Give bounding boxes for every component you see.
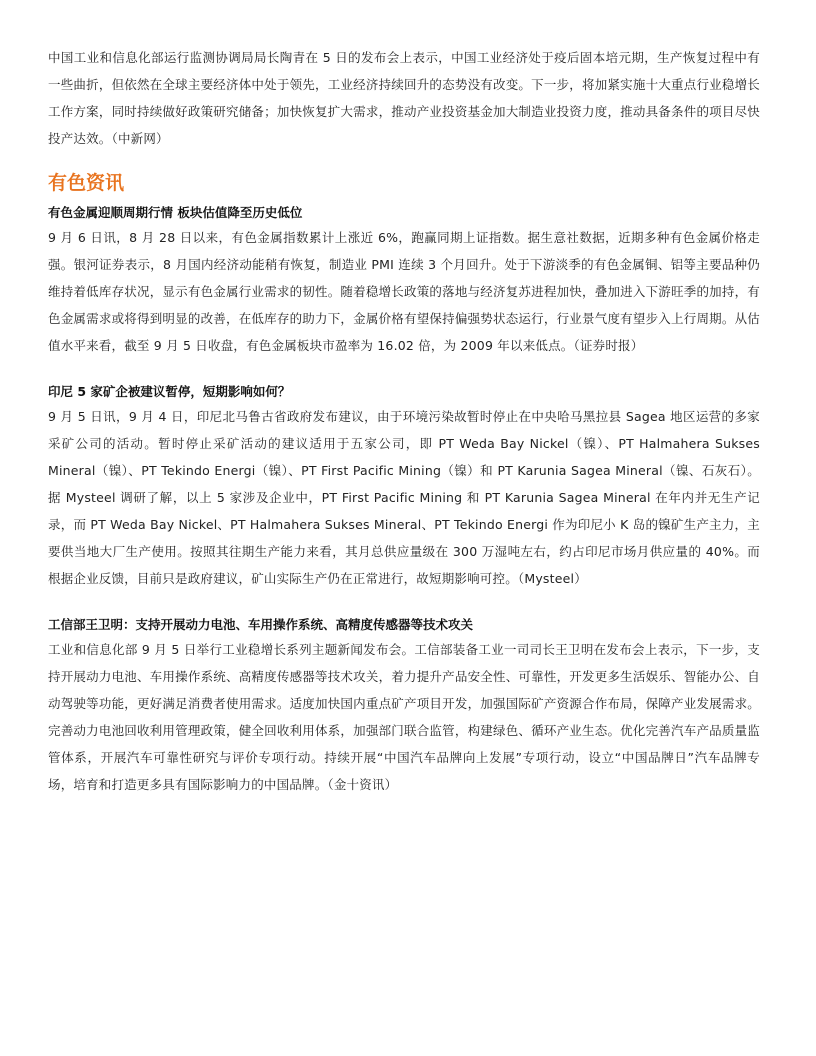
article-title: 工信部王卫明：支持开展动力电池、车用操作系统、高精度传感器等技术攻关 bbox=[48, 617, 474, 632]
section-title: 有色资讯 bbox=[48, 172, 125, 194]
intro-paragraph: 中国工业和信息化部运行监测协调局局长陶青在 5 日的发布会上表示，中国工业经济处于疫后固本培元期，生产恢复过程中有一些曲折，但依然在全球主要经济体中处于领先，工业经济持续回升的态势没有改变。下一步，将加紧实施十大重点行业稳增长工作方案，同时持续做好政策研究储备；加快恢复扩大需求，推动产业投资基金加大制造业投资力度，推动具备条件的项目尽快投产达效。（中新网） bbox=[48, 50, 760, 146]
article-body: 9 月 6 日讯，8 月 28 日以来，有色金属指数累计上涨近 6%，跑赢同期上证指数。据生意社数据，近期多种有色金属价格走强。银河证券表示，8 月国内经济动能稍有恢复，制造业 PMI 连续 3 个月回升。处于下游淡季的有色金属铜、铝等主要品种仍维持着低库存状况，显示有色金属行业需求的韧性。随着稳增长政策的落地与经济复苏进程加快，叠加进入下游旺季的加持，有色金属需求或将得到明显的改善，在低库存的助力下，金属价格有望保持偏强势状态运行，行业景气度有望步入上行周期。从估值水平来看，截至 9 月 5 日收盘，有色金属板块市盈率为 16.02 倍，为 2009 年以来低点。（证券时报） bbox=[48, 230, 760, 353]
article-body: 9 月 5 日讯，9 月 4 日，印尼北马鲁古省政府发布建议，由于环境污染故暂时停止在中央哈马黑拉县 Sagea 地区运营的多家采矿公司的活动。暂时停止采矿活动的建议适用于五家公司，即 PT Weda Bay Nickel（镍）、PT Halmahera Sukses Mineral（镍）、PT Tekindo Energi（镍）、PT First Pacific Mining（镍）和 PT Karunia Sagea Mineral（镍、石灰石）。据 Mysteel 调研了解，以上 5 家涉及企业中，PT First Pacific Mining 和 PT Karunia Sagea Mineral 在年内并无生产记录，而 PT Weda Bay Nickel、PT Halmahera Sukses Mineral、PT Tekindo Energi 作为印尼小 K 岛的镍矿生产主力，主要供当地大厂生产使用。按照其往期生产能力来看，其月总供应量级在 300 万湿吨左右，约占印尼市场月供应量的 40%。而根据企业反馈，目前只是政府建议，矿山实际生产仍在正常进行，故短期影响可控。（Mysteel） bbox=[48, 409, 760, 586]
article bbox=[48, 381, 760, 592]
document-page bbox=[48, 44, 760, 798]
article-body: 工业和信息化部 9 月 5 日举行工业稳增长系列主题新闻发布会。工信部装备工业一司司长王卫明在发布会上表示，下一步，支持开展动力电池、车用操作系统、高精度传感器等技术攻关，着力提升产品安全性、可靠性，开发更多生活娱乐、智能办公、自动驾驶等功能，更好满足消费者使用需求。适度加快国内重点矿产项目开发，加强国际矿产资源合作布局，保障产业发展需求。完善动力电池回收利用管理政策，健全回收利用体系，加强部门联合监管，构建绿色、循环产业生态。优化完善汽车产品质量监管体系，开展汽车可靠性研究与评价专项行动。持续开展“中国汽车品牌向上发展”专项行动，设立“中国品牌日”汽车品牌专场，培育和打造更多具有国际影响力的中国品牌。（金十资讯） bbox=[48, 642, 760, 792]
article-title: 有色金属迎顺周期行情 板块估值降至历史低位 bbox=[48, 205, 303, 220]
article bbox=[48, 202, 760, 359]
article-title: 印尼 5 家矿企被建议暂停，短期影响如何？ bbox=[48, 384, 291, 399]
article bbox=[48, 614, 760, 798]
